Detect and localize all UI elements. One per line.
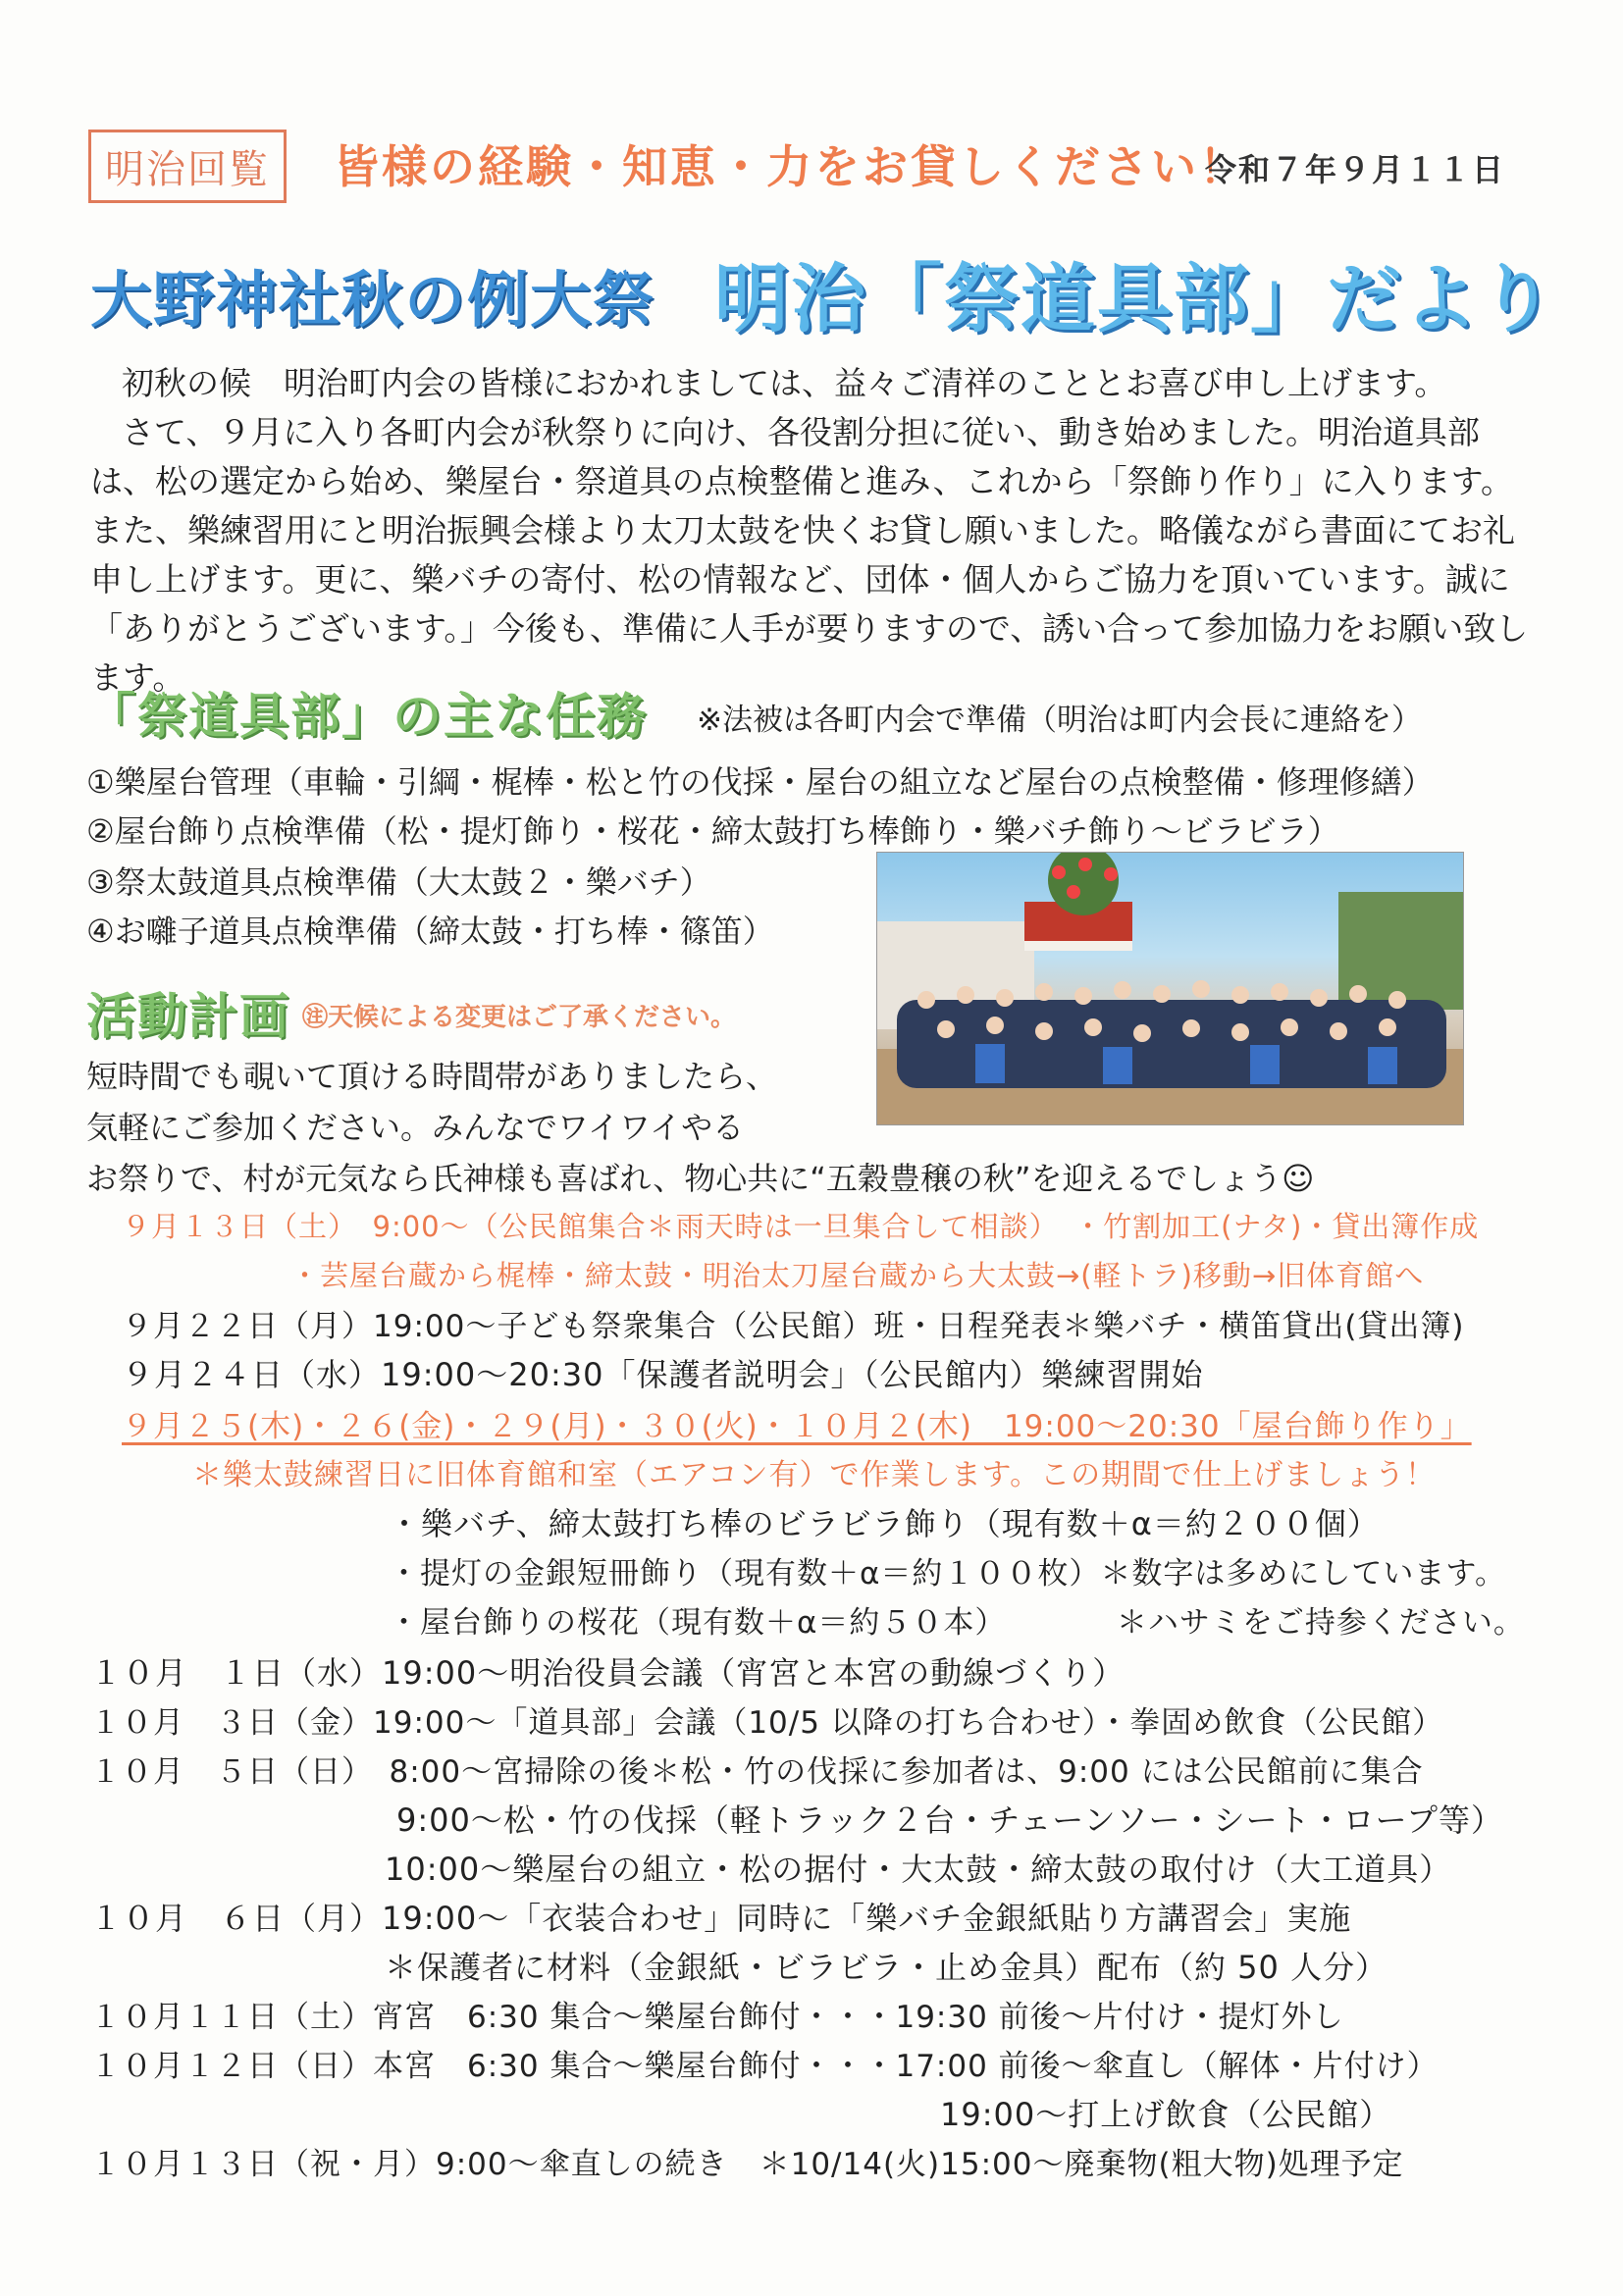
schedule-item: ９月２５(木)・２６(金)・２９(月)・３０(火)・１０月２(木) 19:00～20:30「屋台飾り作り」	[122, 1409, 1472, 1444]
schedule-item: １０月１３日（祝・月）9:00～傘直しの続き ＊10/14(火)15:00～廃棄物(粗大物)処理予定	[90, 2147, 1404, 2182]
activity-line: お祭りで、村が元気なら氏神様も喜ばれ、物心共に“五穀豊穣の秋”を迎えるでしょう☺	[86, 1160, 1315, 1197]
festival-group-photo	[876, 852, 1464, 1125]
duty-item: ③祭太鼓道具点検準備（大太鼓２・樂バチ）	[86, 863, 711, 901]
schedule-item: １０月１１日（土）宵宮 6:30 集合～樂屋台飾付・・・19:30 前後～片付け・提灯外し	[90, 2000, 1344, 2035]
photo-illustration	[877, 853, 1463, 1124]
issue-date: 令和７年９月１１日	[1205, 151, 1506, 188]
schedule-item: ・屋台飾りの桜花（現有数＋α＝約５０本） ＊ハサミをご持参ください。	[389, 1605, 1525, 1641]
newsletter-title: 明治「祭道具部」だより	[714, 255, 1556, 342]
schedule-item: ９月２２日（月）19:00～子ども祭衆集合（公民館）班・日程発表＊樂バチ・横笛貸出(貸出簿)	[122, 1309, 1465, 1344]
headline: 皆様の経験・知恵・力をお貸しください！	[334, 140, 1247, 193]
activity-line: 気軽にご参加ください。みんなでワイワイやる	[86, 1109, 745, 1146]
festival-title: 大野神社秋の例大祭	[90, 264, 656, 336]
schedule-item: １０月 ３日（金）19:00～「道具部」会議（10/5 以降の打ち合わせ）・拳固め飲食（公民館）	[90, 1705, 1444, 1741]
schedule-item: ・樂バチ、締太鼓打ち棒のビラビラ飾り（現有数＋α＝約２００個）	[389, 1505, 1380, 1542]
schedule-item: 19:00～打上げ飲食（公民館）	[940, 2096, 1392, 2133]
schedule-item: １０月 ５日（日） 8:00～宮掃除の後＊松・竹の伐採に参加者は、9:00 には公民館前に集合	[90, 1754, 1424, 1790]
circular-tag: 明治回覧	[88, 130, 287, 203]
activity-title: 活動計画	[86, 988, 290, 1045]
schedule-item: ９月１３日（土） 9:00～（公民館集合＊雨天時は一旦集合して相談） ・竹割加工(ナタ)・貸出簿作成	[122, 1210, 1480, 1243]
schedule-item: ・提灯の金銀短冊飾り（現有数＋α＝約１００枚）＊数字は多めにしています。	[389, 1556, 1506, 1592]
schedule-item: ９月２４日（水）19:00～20:30「保護者説明会」（公民館内）樂練習開始	[122, 1356, 1204, 1393]
schedule-item: １０月 ６日（月）19:00～「衣装合わせ」同時に「樂バチ金銀紙貼り方講習会」実施	[90, 1900, 1352, 1937]
schedule-item: ＊樂太鼓練習日に旧体育館和室（エアコン有）で作業します。この期間で仕上げましょう！	[192, 1458, 1437, 1492]
intro-paragraph: 初秋の候 明治町内会の皆様におかれましては、益々ご清祥のこととお喜び申し上げます。	[122, 364, 1447, 402]
schedule-item: ＊保護者に材料（金銀紙・ビラビラ・止め金具）配布（約 50 人分）	[385, 1949, 1388, 1986]
duty-item: ②屋台飾り点検準備（松・提灯飾り・桜花・締太鼓打ち棒飾り・樂バチ飾り～ビラビラ）	[86, 812, 1339, 850]
schedule-item: １０月 １日（水）19:00～明治役員会議（宵宮と本宮の動線づくり）	[90, 1654, 1126, 1692]
activity-line: 短時間でも覗いて頂ける時間帯がありましたら、	[86, 1058, 778, 1095]
schedule-item: 10:00～樂屋台の組立・松の据付・大太鼓・締太鼓の取付け（大工道具）	[385, 1851, 1452, 1888]
intro-text	[90, 359, 1533, 703]
duty-item: ①樂屋台管理（車輪・引綱・梶棒・松と竹の伐採・屋台の組立など屋台の点検整備・修理修繕）	[86, 763, 1434, 801]
schedule-item: １０月１２日（日）本宮 6:30 集合～樂屋台飾付・・・17:00 前後～傘直し（解体・片付け）	[90, 2049, 1439, 2084]
schedule-item: ・芸屋台蔵から梶棒・締太鼓・明治太刀屋台蔵から大太鼓→(軽トラ)移動→旧体育館へ	[290, 1259, 1425, 1292]
duties-title: 「祭道具部」の主な任務	[86, 688, 648, 745]
duties-note: ※法被は各町内会で準備（明治は町内会長に連絡を）	[697, 703, 1422, 738]
duty-item: ④お囃子道具点検準備（締太鼓・打ち棒・篠笛）	[86, 913, 774, 950]
schedule-item: 9:00～松・竹の伐採（軽トラック２台・チェーンソー・シート・ロープ等）	[396, 1801, 1504, 1839]
intro-paragraph: さて、９月に入り各町内会が秋祭りに向け、各役割分担に従い、動き始めました。明治道具部は、松の選定から始め、樂屋台・祭道具の点検整備と進み、これから「祭飾り作り」に入ります。また、樂練習用にと明治振興会様より太刀太鼓を快くお貸し願いました。略儀ながら書面にてお礼申し上げます。更に、樂バチの寄付、松の情報など、団体・個人からご協力を頂いています。誠に「ありがとうございます。」今後も、準備に人手が要りますので、誘い合って参加協力をお願い致します。	[90, 413, 1529, 697]
activity-note: ㊟天候による変更はご了承ください。	[302, 1003, 737, 1032]
